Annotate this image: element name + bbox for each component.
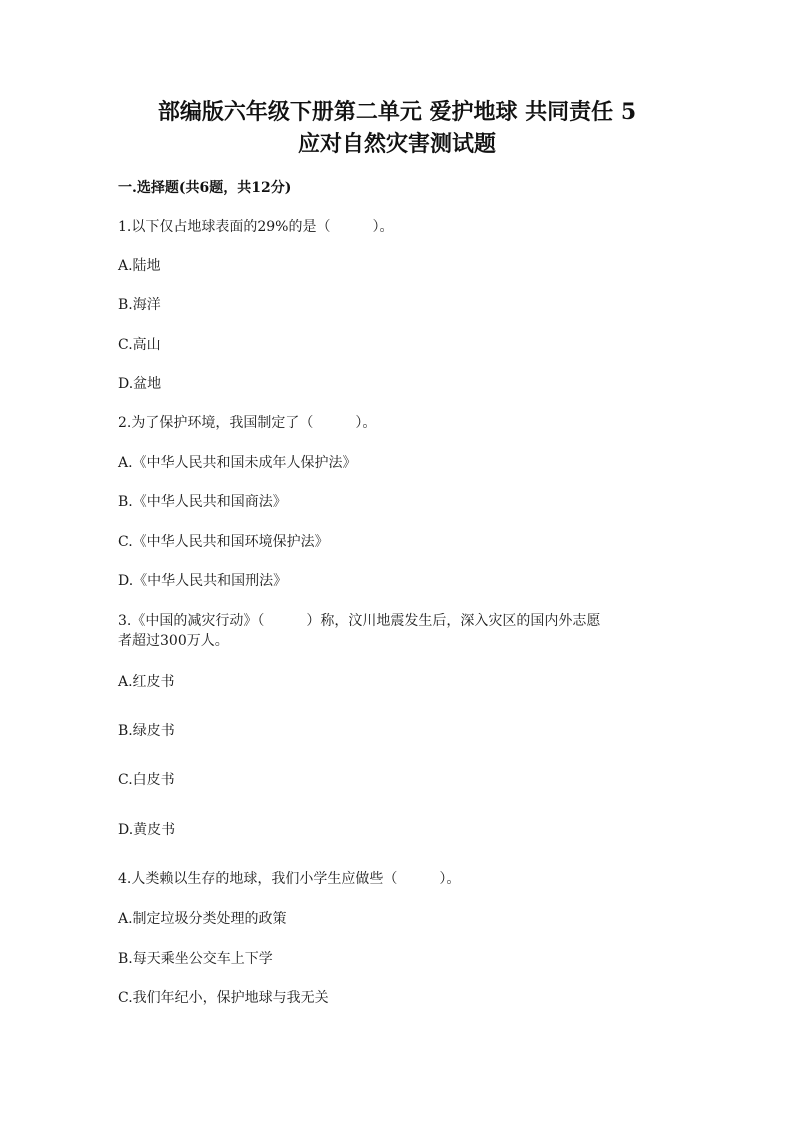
question-1-option-d: D.盆地: [118, 376, 162, 392]
question-3-option-c: C.白皮书: [118, 772, 175, 788]
question-4-stem: 4.人类赖以生存的地球，我们小学生应做些（ ）。: [118, 871, 461, 887]
question-2-option-b: B.《中华人民共和国商法》: [118, 494, 287, 510]
question-2-option-d: D.《中华人民共和国刑法》: [118, 573, 288, 589]
question-4-option-c: C.我们年纪小，保护地球与我无关: [118, 990, 329, 1006]
section-heading: 一.选择题(共6题，共12分): [118, 180, 292, 196]
question-4-option-b: B.每天乘坐公交车上下学: [118, 951, 273, 967]
question-1-option-c: C.高山: [118, 337, 161, 353]
question-1-option-b: B.海洋: [118, 297, 161, 313]
question-3-option-b: B.绿皮书: [118, 723, 175, 739]
question-1-stem: 1.以下仅占地球表面的29%的是（ ）。: [118, 219, 394, 235]
question-3-option-d: D.黄皮书: [118, 822, 176, 838]
page-title-line-2: 应对自然灾害测试题: [297, 131, 496, 157]
question-2-option-a: A.《中华人民共和国未成年人保护法》: [118, 455, 357, 471]
question-4-option-a: A.制定垃圾分类处理的政策: [118, 911, 287, 927]
question-2-option-c: C.《中华人民共和国环境保护法》: [118, 534, 329, 550]
page-title-line-1: 部编版六年级下册第二单元 爱护地球 共同责任 5: [157, 99, 637, 125]
question-2-stem: 2.为了保护环境，我国制定了（ ）。: [118, 415, 377, 431]
question-3-option-a: A.红皮书: [118, 674, 175, 690]
question-3-stem-line-1: 3.《中国的减灾行动》（ ）称，汶川地震发生后，深入灾区的国内外志愿: [118, 613, 601, 629]
question-1-option-a: A.陆地: [118, 258, 161, 274]
question-3-stem-line-2: 者超过300万人。: [118, 633, 229, 649]
